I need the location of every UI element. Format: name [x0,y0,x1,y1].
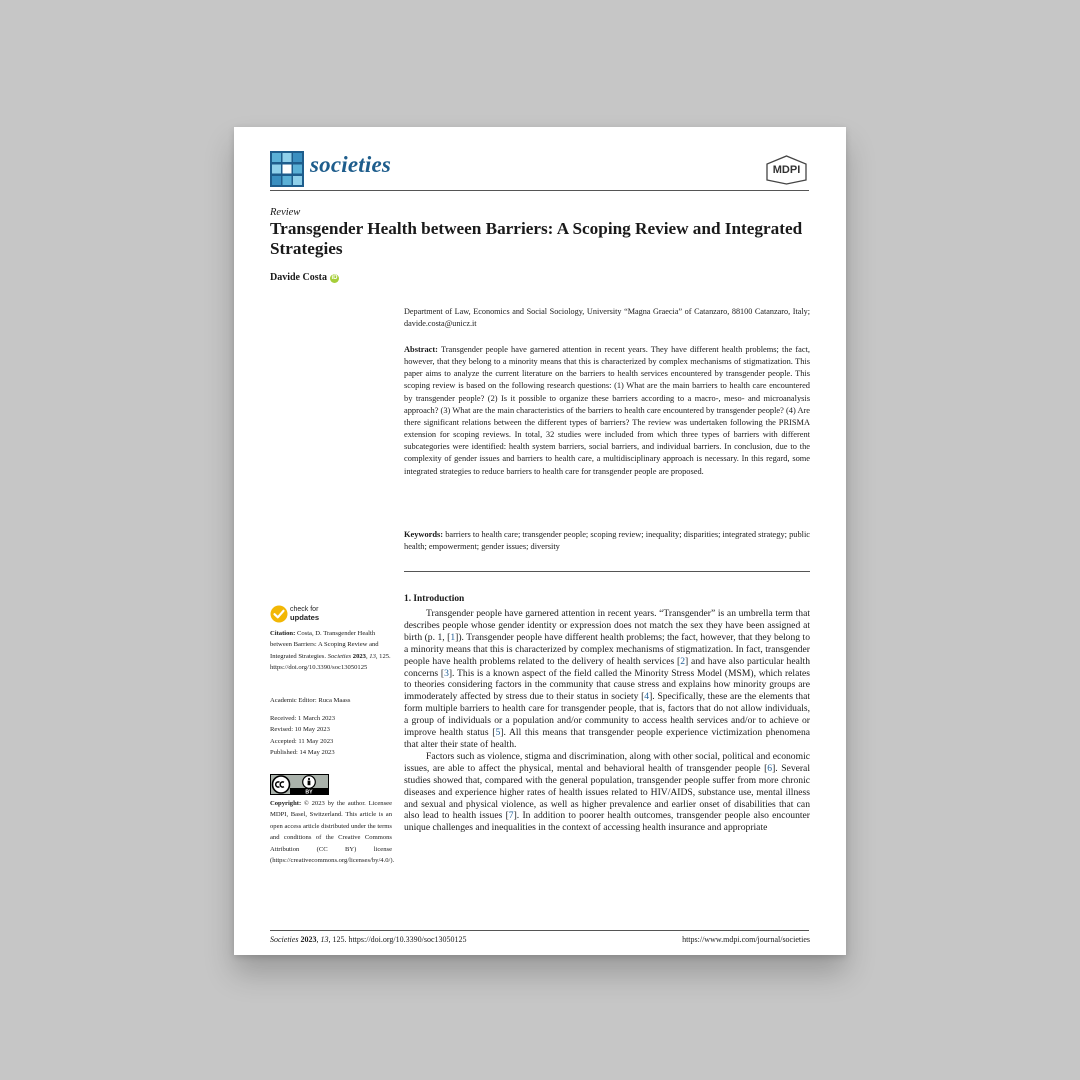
text-run: ]). Transgender people have different health problems; the fact, however, that they belong to a minority means that this is characterized by complex mechanisms of stigmatization. In fact, transgender people have health problems related to the delivery of health services [ [404,631,810,667]
footer-journal-url[interactable]: https://www.mdpi.com/journal/societies [682,935,810,944]
date-published: Published: 14 May 2023 [270,749,335,757]
footer-year: 2023 [300,935,317,944]
svg-text:BY: BY [305,789,313,795]
paragraph-1 [404,608,810,751]
citation-block: Citation: Costa, D. Transgender Health between Barriers: A Scoping Review and Integrated Strategies. Societies 2023, 13, 125. https://doi.org/10.3390/soc13050125 [270,630,391,672]
text-run: ]. In addition to poorer health outcomes, transgender people also encounter unique challenges and inequalities in the context of accessing health insurance and appropriate [404,810,810,834]
text-run: Transgender people have garnered attention in recent years. “Transgender” is an umbrella term that describes people whose gender identity or expression does not match the sex they have been assigned at birth (p. 1, [ [404,608,810,643]
societies-logo-icon [270,151,304,187]
date-received: Received: 1 March 2023 [270,715,336,722]
paragraph-2 [404,751,810,834]
orcid-icon[interactable]: iD [331,275,338,281]
header-rule [270,190,809,191]
section-heading: 1. Introduction [404,594,465,604]
mdpi-logo-text: MDPI [772,164,801,176]
author-name: Davide Costa [270,272,327,283]
dates-block [270,713,392,759]
text-run: ]. Several studies showed that, compared with the general population, transgender people suffer from more chronic diseases and experience higher rates of health issues related to HIV/AIDS, substance use, mental illness and sexual and physical violence, as well as higher prevalence and earlier onset of disabilities that can also lead to health issues [ [404,762,810,822]
abstract-text: Transgender people have garnered attention in recent years. They have different health problems; the fact, however, that they belong to a minority means that this is characterized by complex mechanisms of stigmatization. This paper aims to analyze the current literature on the barriers to health services encountered by transgender people. This scoping review is based on the following research questions: (1) What are the main barriers to health care encountered by transgender people? (2) Is it possible to organize these barriers according to a macro-, meso- and microanalysis approach? (3) What are the main characteristics of the barriers to health care encountered by transgender people? (4) Are there significant relations between the different types of barriers? The review was undertaken following the PRISMA extension for scoping reviews. In total, 32 studies were included from which three types of barriers with different subcategories were identified: health system barriers, social barriers, and individual barriers. In conclusion, due to the complexity of gender issues and barriers to health care, a multidisciplinary approach is necessary. In this regard, some integrated strategies to reduce barriers to health care for transgender people are proposed. [404,345,810,476]
journal-name: societies [310,152,391,177]
text-run: ]. Specifically, these are the elements that form multiple barriers to health care for transgender people, that is, factors that do not allow individuals, a group of individuals or a population and/or community to access health services and/or to achieve or improve health status [ [404,691,810,739]
paper-page [234,127,846,955]
citation-doi[interactable]: , 125. https://doi.org/10.3390/soc13050125 [270,652,391,672]
affiliation: Department of Law, Economics and Social Sociology, University “Magna Graecia” of Catanzaro, 88100 Catanzaro, Italy; davide.costa@unicz.it [404,307,810,328]
citation-label: Citation: [270,630,296,637]
reference-link[interactable]: 4 [644,691,650,703]
check-updates-text [290,606,319,622]
abstract-label: Abstract: [404,345,438,354]
reference-link[interactable]: 1 [450,631,456,643]
keywords-label: Keywords: [404,530,444,539]
reference-link[interactable]: 3 [444,667,449,679]
copyright-block [270,798,395,866]
section-rule [404,571,810,572]
mdpi-logo [764,155,809,185]
article-type-label: Review [270,207,301,218]
date-revised: Revised: 10 May 2023 [270,726,330,734]
footer-volume: 13 [320,935,329,944]
footer-citation: Societies 2023, 13, 125. https://doi.org/10.3390/soc13050125 [270,935,467,944]
author-line [270,272,339,283]
reference-link[interactable]: 6 [767,762,773,774]
copyright-text: © 2023 by the author. Licensee MDPI, Basel, Switzerland. This article is an open access article distributed under the terms and conditions of the Creative Commons Attribution (CC BY) license (https://creativecommons.org/licenses/by/4.0/). [270,800,395,865]
abstract-block [404,344,810,478]
cc-by-license-icon[interactable] [270,774,329,795]
citation-year: 2023 [352,652,366,660]
check-line-1: check for [290,606,319,613]
check-line-2: updates [290,613,320,622]
reference-link[interactable]: 7 [508,810,514,822]
check-updates-icon [270,605,288,623]
copyright-label: Copyright: [270,800,302,807]
citation-journal: Societies [327,652,352,660]
citation-text: Costa, D. Transgender Health between Barriers: A Scoping Review and Integrated Strategies. [270,630,379,660]
text-run: ] and have also particular health concerns [ [404,655,810,679]
citation-volume: 13 [369,652,376,660]
academic-editor: Academic Editor: Ruca Maass [270,697,351,704]
text-run: Factors such as violence, stigma and discrimination, along with other social, political and economic issues, are able to affect the physical, mental and behavioral health of transgender people [ [404,750,810,774]
reference-link[interactable]: 5 [495,727,501,739]
check-for-updates[interactable] [270,605,350,625]
date-accepted: Accepted: 11 May 2023 [270,737,334,745]
footer-doi[interactable]: , 125. https://doi.org/10.3390/soc13050125 [328,935,467,944]
text-run: ]. This is a known aspect of the field called the Minority Stress Model (MSM), which relates to theories considering factors in the community that cause stress and explains how minority groups are immoderately affected by stress due to their status in society [ [404,667,810,703]
keywords-text: barriers to health care; transgender people; scoping review; inequality; disparities; integrated strategy; public health; empowerment; gender issues; diversity [404,530,810,552]
text-run: ]. All this means that transgender people experience victimization phenomena that alter their state of health. [404,727,810,750]
footer-journal: Societies [270,935,299,944]
reference-link[interactable]: 2 [680,655,686,667]
keywords-block [404,529,810,554]
footer-rule [270,930,809,931]
body-text [404,608,810,834]
article-title: Transgender Health between Barriers: A Scoping Review and Integrated Strategies [270,219,803,258]
